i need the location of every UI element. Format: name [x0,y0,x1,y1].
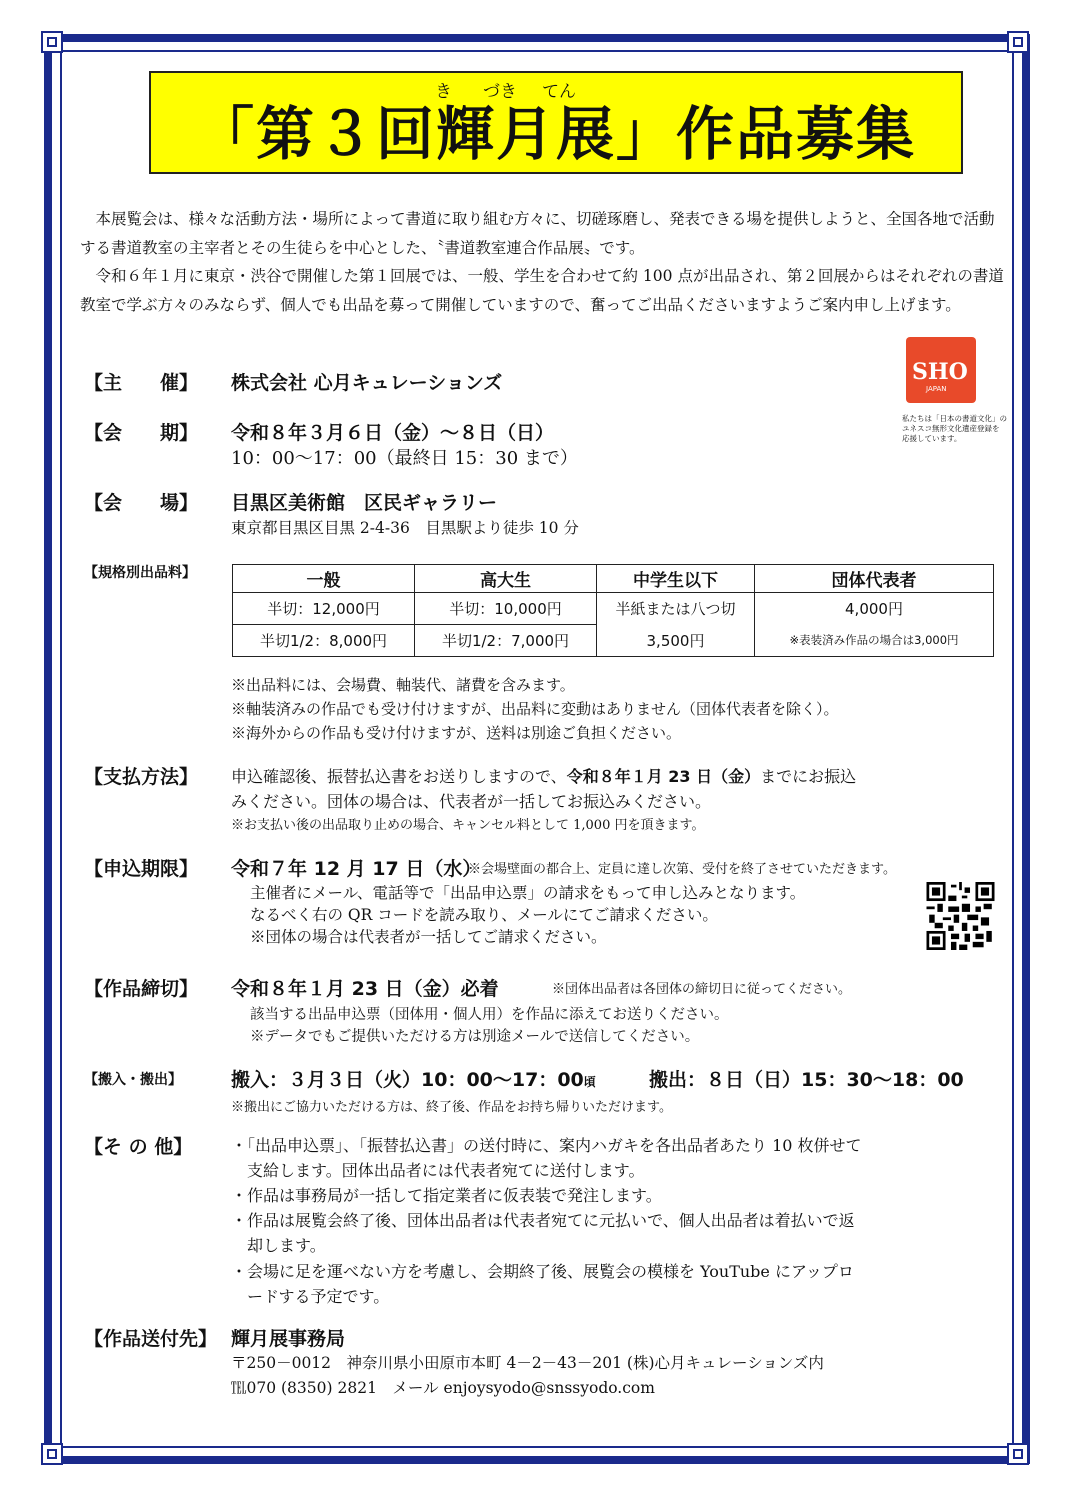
logo-caption [902,414,1007,444]
fee-note: ※軸装済みの作品でも受け付けますが、出品料に変動はありません（団体代表者を除く）。 [231,700,839,718]
fee-header: 中学生以下 [597,565,755,593]
destination-name: 輝月展事務局 [231,1328,346,1350]
deadline-date: 令和７年 12 月 17 日（水） [231,858,482,880]
title-ruby: き [435,82,452,102]
intro-text [80,205,1004,319]
fee-table [232,564,994,657]
other-label: 【そ の 他】 [84,1136,193,1158]
payment-text: 申込確認後、振替払込書をお送りしますので、 [231,767,567,786]
closing-label: 【作品締切】 [84,978,199,1000]
logo-caption-line: 応援しています。 [902,434,962,443]
other-line: ・作品は展覧会終了後、団体出品者は代表者宛てに元払いで、個人出品者は着払いで返 [231,1211,855,1230]
payment-label: 【支払方法】 [84,766,199,788]
title-ruby: てん [542,82,576,102]
intro-paragraph: 本展覧会は、様々な活動方法・場所によって書道に取り組む方々に、切磋琢磨し、発表できる場を提供しようと、全国各地で活動する書道教室の主宰者とその生徒らを中心とした、〝書道教室連合作品展〟です。 [80,210,995,257]
payment-line: みください。団体の場合は、代表者が一括してお振込みください。 [231,792,712,811]
transport-label: 【搬入・搬出】 [84,1072,182,1088]
page-title: 「第３回輝月展」作品募集 [195,100,916,168]
title-ruby: づき [483,82,517,102]
other-line: ・会場に足を運べない方を考慮し、会期終了後、展覧会の模様を YouTube にアップロ [231,1262,854,1281]
other-line: ・「出品申込票」、「振替払込書」の送付時に、案内ハガキを各出品者あたり 10 枚併せて [231,1136,862,1155]
fee-note: ※出品料には、会場費、軸装代、諸費を含みます。 [231,676,575,694]
payment-text: までにお振込 [760,767,857,786]
other-line: 支給します。団体出品者には代表者宛てに送付します。 [231,1161,645,1180]
period-time: 10：00～17：00（最終日 15：30 まで） [231,448,578,469]
closing-note: ※団体出品者は各団体の締切日に従ってください。 [552,982,852,997]
corner-ornament [1007,31,1029,53]
fee-cell-note: ※表装済み作品の場合は3,000円 [755,625,994,657]
venue-value: 目黒区美術館 区民ギャラリー [231,492,498,514]
venue-label: 【会 場】 [84,492,199,514]
logo-caption-line: ユネスコ無形文化遺産登録を [902,424,1000,433]
corner-ornament [1007,1443,1029,1465]
fees-label: 【規格別出品料】 [84,565,196,581]
deadline-line: ※団体の場合は代表者が一括してご請求ください。 [250,928,607,946]
payment-line [231,764,856,787]
deadline-line: 主催者にメール、電話等で「出品申込票」の請求をもって申し込みとなります。 [250,884,806,902]
payment-note: ※お支払い後の出品取り止めの場合、キャンセル料として 1,000 円を頂きます。 [231,818,705,833]
other-line: 却します。 [231,1236,326,1255]
corner-ornament [41,1443,63,1465]
transport-in [231,1065,596,1092]
organizer-value: 株式会社 心月キュレーションズ [231,372,503,394]
deadline-line: なるべく右の QR コードを読み取り、メールにてご請求ください。 [250,906,718,924]
fee-cell: 半紙または八つ切 [597,593,755,625]
closing-line: ※データでもご提供いただける方は別途メールで送信してください。 [250,1029,700,1045]
title-banner [149,71,963,174]
period-value: 令和８年３月６日（金）～８日（日） [231,422,555,444]
fee-header: 団体代表者 [755,565,994,593]
organizer-label: 【主 催】 [84,372,199,394]
logo-caption-line: 私たちは「日本の書道文化」の [902,414,1007,423]
fee-note: ※海外からの作品も受け付けますが、送料は別途ご負担ください。 [231,724,682,742]
period-label: 【会 期】 [84,422,199,444]
closing-line: 該当する出品申込票（団体用・個人用）を作品に添えてお送りください。 [250,1007,729,1023]
fee-cell: 半切：10,000円 [415,593,597,625]
fee-cell: 3,500円 [597,625,755,657]
transport-out: 搬出：８日（日）15：30～18：00 [649,1069,964,1091]
destination-label: 【作品送付先】 [84,1328,218,1350]
logo-text: SHO [912,359,968,385]
other-line: ・作品は事務局が一括して指定業者に仮表装で発注します。 [231,1186,662,1205]
intro-paragraph: 令和６年１月に東京・渋谷で開催した第１回展では、一般、学生を合わせて約 100 点が出品され、第２回展からはそれぞれの書道教室で学ぶ方々のみならず、個人でも出品を募って開催していますので、奮ってご出品くださいますようご案内申し上げます。 [80,267,1004,314]
payment-due-date: 令和８年１月 23 日（金） [566,767,761,786]
destination-address: 〒250－0012 神奈川県小田原市本町 4－2－43－201 (株)心月キュレーションズ内 [231,1354,824,1372]
fee-cell: 半切1/2：8,000円 [233,625,415,657]
fee-header: 高大生 [415,565,597,593]
fee-cell: 4,000円 [755,593,994,625]
fee-header: 一般 [233,565,415,593]
qr-code-icon[interactable] [925,882,996,950]
transport-in-time: 搬入：３月３日（火）10：00～17：00 [231,1069,584,1091]
closing-date: 令和８年１月 23 日（金）必着 [231,978,499,1000]
venue-address: 東京都目黒区目黒 2-4-36 目黒駅より徒歩 10 分 [231,519,579,537]
corner-ornament [41,31,63,53]
other-line: ードする予定です。 [231,1287,390,1306]
sho-japan-logo [906,337,976,403]
fee-cell: 半切：12,000円 [233,593,415,625]
transport-in-approx: 頃 [583,1075,596,1089]
fee-cell: 半切1/2：7,000円 [415,625,597,657]
deadline-label: 【申込期限】 [84,858,199,880]
transport-note: ※搬出にご協力いただける方は、終了後、作品をお持ち帰りいただけます。 [231,1100,672,1115]
destination-contact[interactable]: ℡070 (8350) 2821 メール enjoysyodo@snssyodo.com [231,1379,655,1397]
logo-subtext: JAPAN [926,385,947,393]
deadline-note: ※会場壁面の都合上、定員に達し次第、受付を終了させていただきます。 [468,862,896,877]
